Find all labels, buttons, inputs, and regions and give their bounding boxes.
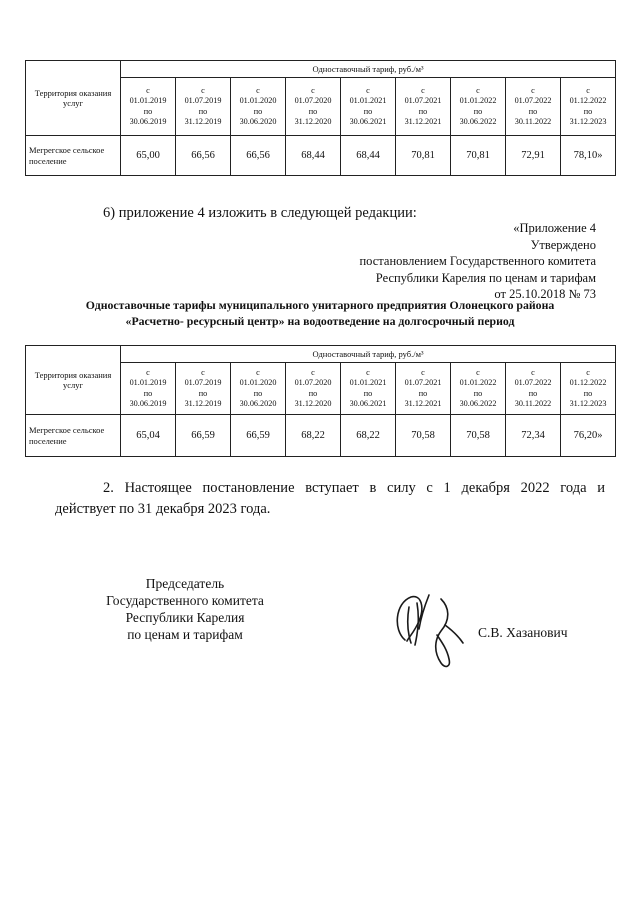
tariff-value: 66,59 xyxy=(231,415,286,457)
document-title xyxy=(0,297,640,329)
paragraph-2-line: 2. Настоящее постановление вступает в силу с 1 декабря 2022 года и xyxy=(103,480,605,496)
tariff-value: 68,44 xyxy=(286,136,341,176)
approval-block xyxy=(359,220,596,303)
period-cell: с 01.12.2022 по 31.12.2023 xyxy=(561,78,616,136)
signatory-line: Государственного комитета xyxy=(106,593,264,608)
handwritten-signature xyxy=(385,585,475,675)
tariff-value: 70,58 xyxy=(396,415,451,457)
tariff-value: 65,04 xyxy=(121,415,176,457)
tariff-value: 66,59 xyxy=(176,415,231,457)
period-cell: с 01.07.2020 по 31.12.2020 xyxy=(286,363,341,415)
tariff-value: 70,81 xyxy=(396,136,451,176)
territory-header: Территория оказания услуг xyxy=(26,346,121,415)
tariff-value: 76,20» xyxy=(561,415,616,457)
period-cell: с 01.01.2019 по 30.06.2019 xyxy=(121,78,176,136)
approval-line: «Приложение 4 xyxy=(513,221,596,235)
tariff-value: 68,44 xyxy=(341,136,396,176)
period-cell: с 01.12.2022 по 31.12.2023 xyxy=(561,363,616,415)
period-cell: с 01.07.2021 по 31.12.2021 xyxy=(396,363,451,415)
paragraph-2 xyxy=(55,478,605,520)
tariff-value: 65,00 xyxy=(121,136,176,176)
tariff-value: 70,58 xyxy=(451,415,506,457)
signatory-line: Республики Карелия xyxy=(125,610,245,625)
single-tariff-header: Одноставочный тариф, руб./м³ xyxy=(121,61,616,78)
title-line: Одноставочные тарифы муниципального унитарного предприятия Олонецкого района xyxy=(85,298,555,312)
period-cell: с 01.01.2021 по 30.06.2021 xyxy=(341,78,396,136)
period-cell: с 01.07.2019 по 31.12.2019 xyxy=(176,78,231,136)
table-row xyxy=(26,136,616,176)
signatory-title xyxy=(60,575,310,643)
table-row xyxy=(26,415,616,457)
period-cell: с 01.01.2021 по 30.06.2021 xyxy=(341,363,396,415)
period-cell: с 01.01.2022 по 30.06.2022 xyxy=(451,363,506,415)
tariff-table-2 xyxy=(25,345,616,457)
signatory-line: Председатель xyxy=(145,576,225,591)
tariff-value: 66,56 xyxy=(176,136,231,176)
paragraph-2-line: действует по 31 декабря 2023 года. xyxy=(55,501,271,517)
title-line: «Расчетно- ресурсный центр» на водоотведение на долгосрочный период xyxy=(125,314,515,328)
tariff-value: 68,22 xyxy=(286,415,341,457)
approval-line: Утверждено xyxy=(530,237,596,252)
tariff-value: 78,10» xyxy=(561,136,616,176)
row-name: Мегрегское сельское поселение xyxy=(26,136,121,176)
tariff-value: 72,34 xyxy=(506,415,561,457)
period-cell: с 01.01.2020 по 30.06.2020 xyxy=(231,78,286,136)
approval-line: Республики Карелия по ценам и тарифам xyxy=(375,270,596,285)
period-cell: с 01.01.2022 по 30.06.2022 xyxy=(451,78,506,136)
period-cell: с 01.01.2020 по 30.06.2020 xyxy=(231,363,286,415)
signatory-name: С.В. Хазанович xyxy=(478,625,568,640)
territory-header: Территория оказания услуг xyxy=(26,61,121,136)
signatory-line: по ценам и тарифам xyxy=(127,627,243,642)
period-cell: с 01.07.2022 по 30.11.2022 xyxy=(506,78,561,136)
tariff-value: 72,91 xyxy=(506,136,561,176)
tariff-value: 68,22 xyxy=(341,415,396,457)
tariff-value: 70,81 xyxy=(451,136,506,176)
period-cell: с 01.07.2020 по 31.12.2020 xyxy=(286,78,341,136)
item-6-text: 6) приложение 4 изложить в следующей редакции: xyxy=(103,205,417,221)
period-cell: с 01.07.2022 по 30.11.2022 xyxy=(506,363,561,415)
tariff-value: 66,56 xyxy=(231,136,286,176)
approval-line: постановлением Государственного комитета xyxy=(359,254,596,268)
period-cell: с 01.07.2019 по 31.12.2019 xyxy=(176,363,231,415)
tariff-table-1 xyxy=(25,60,616,176)
period-cell: с 01.01.2019 по 30.06.2019 xyxy=(121,363,176,415)
period-cell: с 01.07.2021 по 31.12.2021 xyxy=(396,78,451,136)
single-tariff-header: Одноставочный тариф, руб./м³ xyxy=(121,346,616,363)
approval-line: от 25.10.2018 № 73 xyxy=(494,287,596,301)
row-name: Мегрегское сельское поселение xyxy=(26,415,121,457)
